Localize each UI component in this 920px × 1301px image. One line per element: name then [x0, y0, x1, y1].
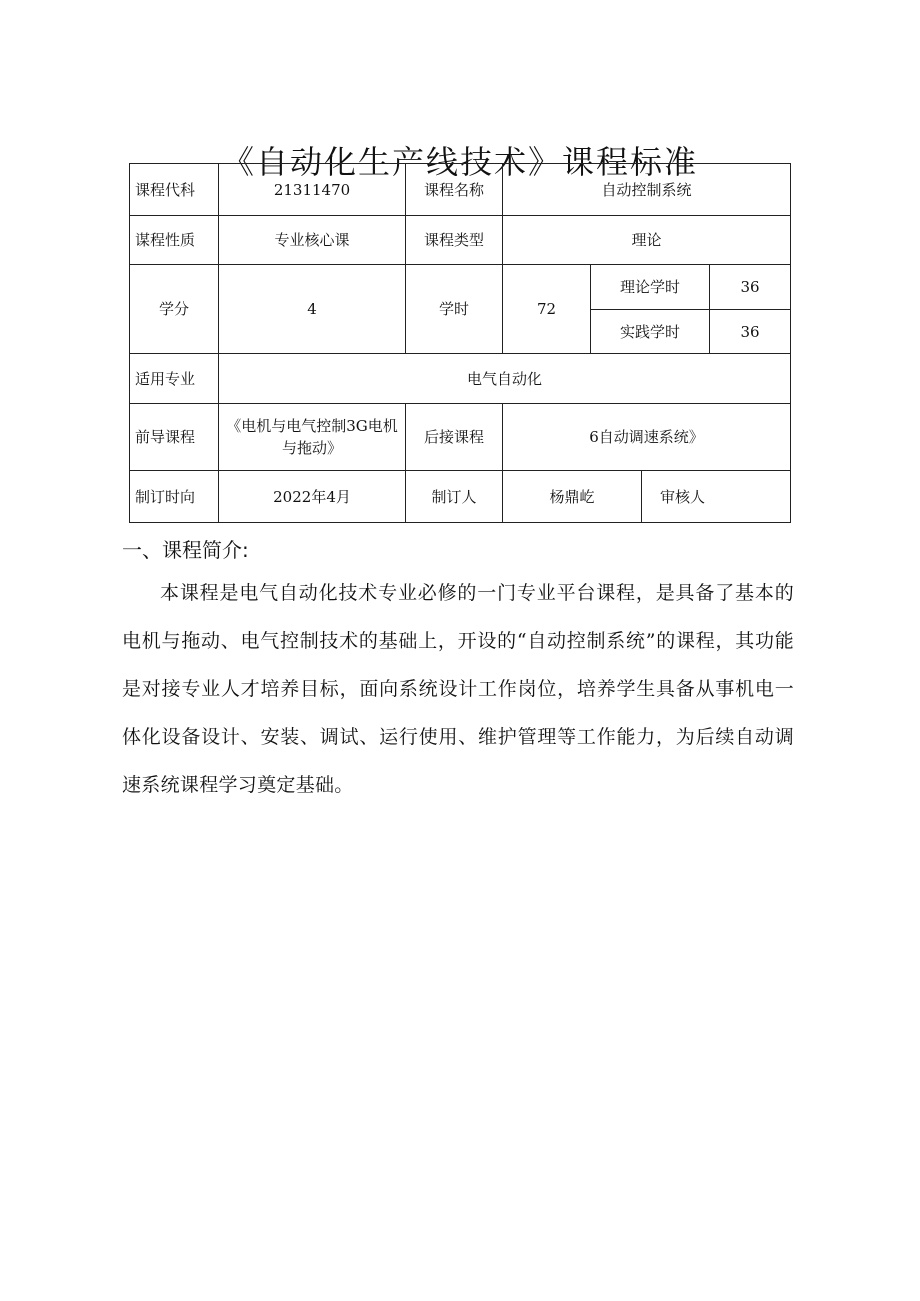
major-value: 电气自动化	[219, 354, 791, 404]
course-nature-value: 专业核心课	[219, 216, 406, 265]
credit-value: 4	[219, 265, 406, 354]
course-code-label: 课程代科	[130, 164, 219, 216]
major-label: 适用专业	[130, 354, 219, 404]
theory-hours-value: 36	[710, 265, 791, 310]
followup-value: 6自动调速系统》	[503, 404, 791, 471]
practice-hours-label: 实践学时	[591, 310, 710, 354]
course-name-label: 课程名称	[406, 164, 503, 216]
practice-hours-value: 36	[710, 310, 791, 354]
table-row	[130, 404, 791, 471]
author-label: 制订人	[406, 471, 503, 523]
author-value: 杨鼎屹	[503, 471, 642, 523]
course-nature-label: 谋程性质	[130, 216, 219, 265]
section-heading: 一、课程简介:	[122, 538, 249, 562]
course-info-table	[129, 163, 791, 523]
table-row	[130, 265, 791, 310]
course-code-value: 21311470	[219, 164, 406, 216]
course-intro-paragraph: 本课程是电气自动化技术专业必修的一门专业平台课程，是具备了基本的电机与拖动、电气控制技术的基础上，开设的“自动控制系统”的课程，其功能是对接专业人才培养目标，面向系统设计工作岗位，培养学生具备从事机电一体化设备设计、安装、调试、运行使用、维护管理等工作能力，为后续自动调速系统课程学习奠定基础。	[122, 582, 794, 796]
date-label: 制订时向	[130, 471, 219, 523]
theory-hours-label: 理论学时	[591, 265, 710, 310]
document-title: 《自动化生产线技术》课程标准	[221, 143, 698, 182]
table-row	[130, 471, 791, 523]
course-type-value: 理论	[503, 216, 791, 265]
prereq-label: 前导课程	[130, 404, 219, 471]
table-row	[130, 216, 791, 265]
date-value: 2022年4月	[219, 471, 406, 523]
course-name-value: 自动控制系统	[503, 164, 791, 216]
credit-label: 学分	[130, 265, 219, 354]
table-row	[130, 354, 791, 404]
reviewer-label: 审核人	[642, 471, 791, 523]
table-row	[130, 164, 791, 216]
prereq-value: 《电机与电气控制3G电机与拖动》	[219, 404, 406, 471]
followup-label: 后接课程	[406, 404, 503, 471]
hours-label: 学时	[406, 265, 503, 354]
hours-value: 72	[503, 265, 591, 354]
course-type-label: 课程类型	[406, 216, 503, 265]
